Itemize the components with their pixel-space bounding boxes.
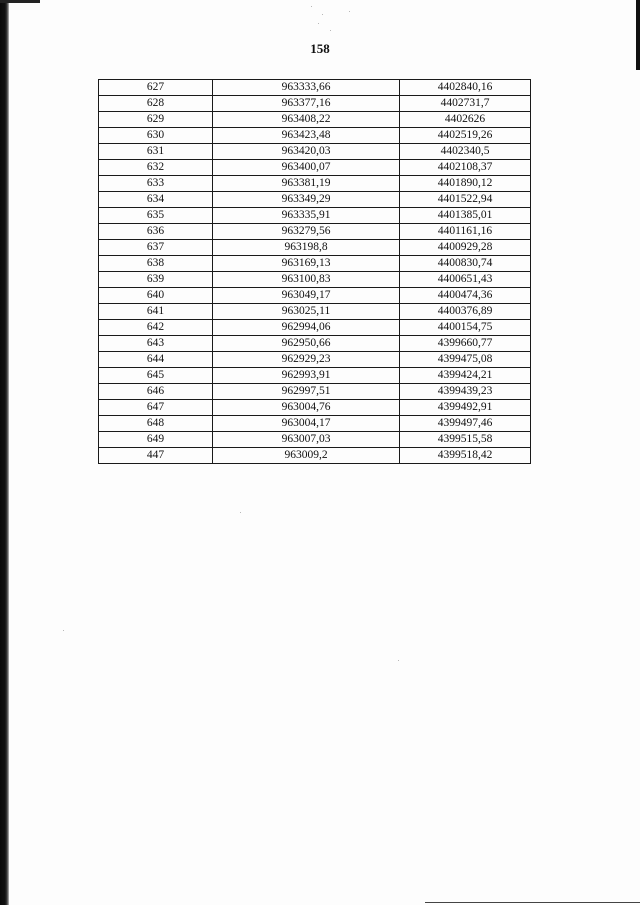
scan-edge-mark [425,902,640,903]
x-coordinate-cell: 963007,03 [213,432,400,448]
scan-binding-edge [0,0,9,905]
x-coordinate-cell: 963004,17 [213,416,400,432]
y-coordinate-cell: 4402108,37 [400,160,531,176]
coordinates-table-body [99,80,531,464]
point-number-cell: 641 [99,304,213,320]
scan-edge-mark [636,0,640,70]
point-number-cell: 636 [99,224,213,240]
table-row [99,416,531,432]
y-coordinate-cell: 4400830,74 [400,256,531,272]
table-row [99,208,531,224]
x-coordinate-cell: 963423,48 [213,128,400,144]
y-coordinate-cell: 4402731,7 [400,96,531,112]
x-coordinate-cell: 963009,2 [213,448,400,464]
x-coordinate-cell: 963279,56 [213,224,400,240]
y-coordinate-cell: 4401890,12 [400,176,531,192]
y-coordinate-cell: 4401161,16 [400,224,531,240]
y-coordinate-cell: 4400651,43 [400,272,531,288]
table-row [99,160,531,176]
table-row [99,192,531,208]
table-row [99,448,531,464]
x-coordinate-cell: 962929,23 [213,352,400,368]
point-number-cell: 646 [99,384,213,400]
point-number-cell: 643 [99,336,213,352]
scan-speck [63,630,64,631]
point-number-cell: 644 [99,352,213,368]
x-coordinate-cell: 962950,66 [213,336,400,352]
table-row [99,80,531,96]
table-row [99,320,531,336]
y-coordinate-cell: 4399439,23 [400,384,531,400]
table-row [99,176,531,192]
point-number-cell: 632 [99,160,213,176]
point-number-cell: 642 [99,320,213,336]
point-number-cell: 627 [99,80,213,96]
y-coordinate-cell: 4399660,77 [400,336,531,352]
x-coordinate-cell: 963025,11 [213,304,400,320]
scan-speck [318,23,319,24]
y-coordinate-cell: 4399497,46 [400,416,531,432]
x-coordinate-cell: 963349,29 [213,192,400,208]
x-coordinate-cell: 963408,22 [213,112,400,128]
x-coordinate-cell: 963100,83 [213,272,400,288]
point-number-cell: 647 [99,400,213,416]
table-row [99,304,531,320]
point-number-cell: 628 [99,96,213,112]
y-coordinate-cell: 4400929,28 [400,240,531,256]
x-coordinate-cell: 963377,16 [213,96,400,112]
table-row [99,272,531,288]
point-number-cell: 633 [99,176,213,192]
point-number-cell: 637 [99,240,213,256]
table-row [99,368,531,384]
y-coordinate-cell: 4399424,21 [400,368,531,384]
page-number: 158 [310,41,330,56]
table-row [99,112,531,128]
scan-speck [349,11,350,12]
x-coordinate-cell: 963169,13 [213,256,400,272]
table-row [99,240,531,256]
y-coordinate-cell: 4401522,94 [400,192,531,208]
table-row [99,336,531,352]
point-number-cell: 648 [99,416,213,432]
x-coordinate-cell: 963420,03 [213,144,400,160]
y-coordinate-cell: 4400376,89 [400,304,531,320]
x-coordinate-cell: 963333,66 [213,80,400,96]
point-number-cell: 638 [99,256,213,272]
table-row [99,288,531,304]
y-coordinate-cell: 4402626 [400,112,531,128]
y-coordinate-cell: 4402840,16 [400,80,531,96]
table-row [99,352,531,368]
point-number-cell: 635 [99,208,213,224]
y-coordinate-cell: 4399515,58 [400,432,531,448]
scan-speck [330,30,331,31]
scan-edge-mark [0,0,40,3]
x-coordinate-cell: 962993,91 [213,368,400,384]
point-number-cell: 630 [99,128,213,144]
point-number-cell: 649 [99,432,213,448]
table-row [99,224,531,240]
point-number-cell: 645 [99,368,213,384]
scan-speck [322,14,323,15]
y-coordinate-cell: 4400154,75 [400,320,531,336]
point-number-cell: 640 [99,288,213,304]
y-coordinate-cell: 4400474,36 [400,288,531,304]
scan-speck [311,6,312,7]
point-number-cell: 634 [99,192,213,208]
x-coordinate-cell: 963049,17 [213,288,400,304]
x-coordinate-cell: 963400,07 [213,160,400,176]
x-coordinate-cell: 963335,91 [213,208,400,224]
table-row [99,128,531,144]
point-number-cell: 631 [99,144,213,160]
y-coordinate-cell: 4399475,08 [400,352,531,368]
scan-speck [398,660,399,661]
y-coordinate-cell: 4399518,42 [400,448,531,464]
table-row [99,144,531,160]
table-row [99,256,531,272]
point-number-cell: 639 [99,272,213,288]
y-coordinate-cell: 4402340,5 [400,144,531,160]
coordinates-table [98,79,531,464]
scan-speck [240,512,241,513]
point-number-cell: 629 [99,112,213,128]
point-number-cell: 447 [99,448,213,464]
table-row [99,384,531,400]
x-coordinate-cell: 963004,76 [213,400,400,416]
x-coordinate-cell: 962997,51 [213,384,400,400]
x-coordinate-cell: 963381,19 [213,176,400,192]
y-coordinate-cell: 4401385,01 [400,208,531,224]
table-row [99,400,531,416]
table-row [99,96,531,112]
y-coordinate-cell: 4399492,91 [400,400,531,416]
table-row [99,432,531,448]
x-coordinate-cell: 962994,06 [213,320,400,336]
y-coordinate-cell: 4402519,26 [400,128,531,144]
x-coordinate-cell: 963198,8 [213,240,400,256]
